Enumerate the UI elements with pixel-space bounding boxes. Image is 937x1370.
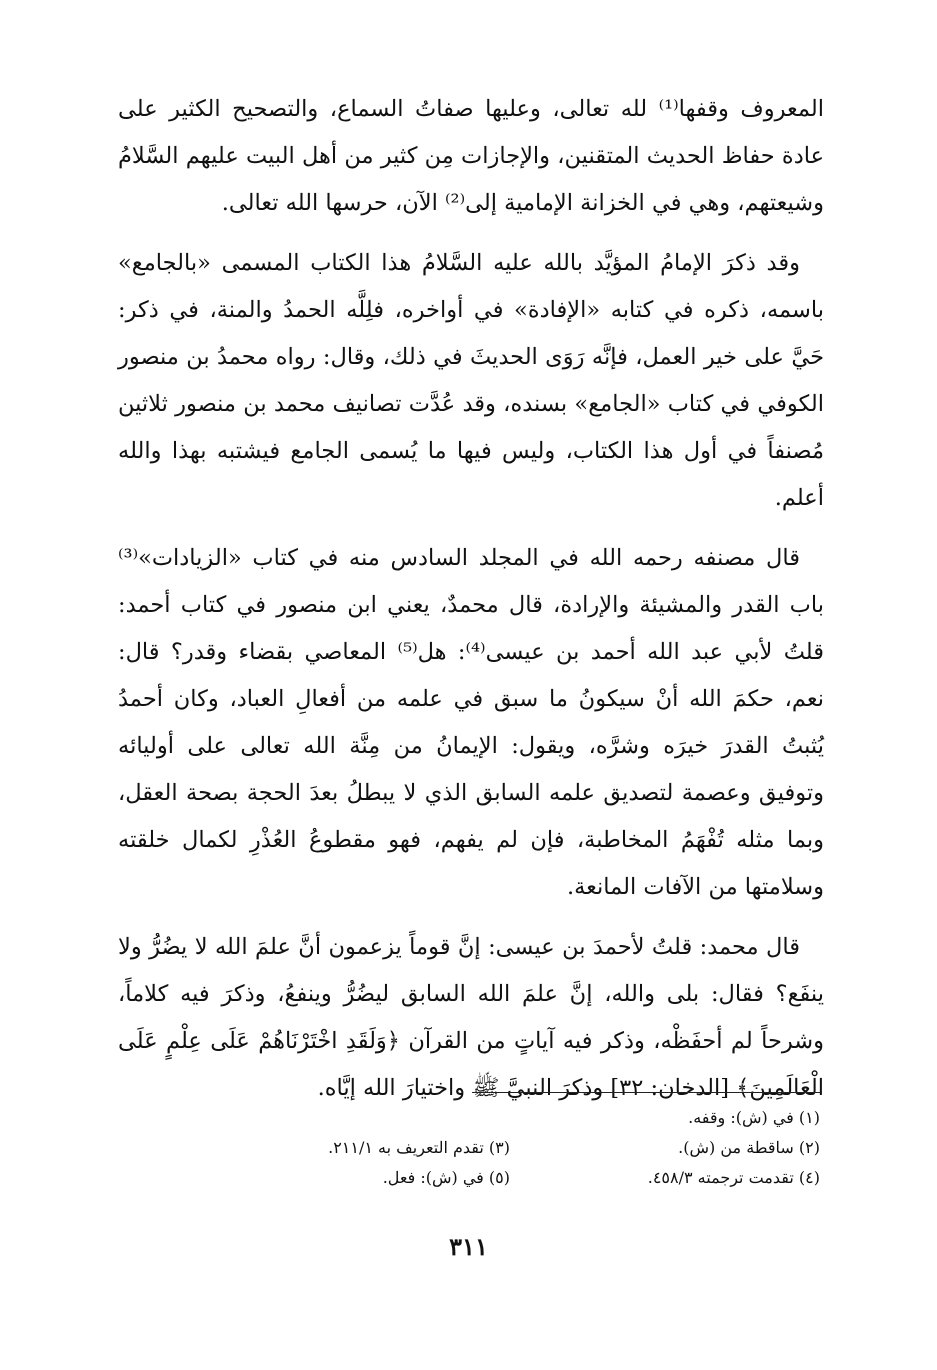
footnote-row-1	[200, 1103, 820, 1133]
footnote-4: (٤) تقدمت ترجمته ٤٥٨/٣.	[647, 1168, 820, 1187]
main-text	[118, 86, 824, 1125]
paragraph-2: وقد ذكرَ الإمامُ المؤيَّد بالله عليه السَّلامُ هذا الكتاب المسمى «بالجامع» باسمه، ذكره في كتابه «الإفادة» في أواخره، فلِلَّه الحمدُ والمنة، في ذكر: حَيَّ على خير العمل، فإنَّه رَوَى الحديثَ في ذلك، وقال: رواه محمدُ بن منصور الكوفي في كتاب «الجامع» بسنده، وقد عُدَّت تصانيف محمد بن منصور ثلاثين مُصنفاً في أول هذا الكتاب، وليس فيها ما يُسمى الجامع فيشتبه بهذا والله أعلم.	[118, 250, 824, 511]
page-number: ٣١١	[449, 1232, 488, 1261]
footnote-1: (١) في (ش): وقفه.	[688, 1108, 820, 1127]
footnote-2: (٢) ساقطة من (ش).	[678, 1138, 820, 1157]
footnote-row-2	[200, 1133, 820, 1163]
paragraph-4: قال محمد: قلتُ لأحمدَ بن عيسى: إنَّ قوماً يزعمون أنَّ علمَ الله لا يضُرُّ ولا ينفَع؟ فقال: بلى والله، إنَّ علمَ الله السابق ليضُرُّ وينفعُ، وذكرَ فيه كلاماً، وشرحاً لم أحفَظْه، وذكر فيه آياتٍ من القرآن ﴿وَلَقَدِ اخْتَرْنَاهُمْ عَلَى عِلْمٍ عَلَى الْعَالَمِينَ﴾ [الدخان: ٣٢] وذكرَ النبيَّ ﷺ واختيارَ الله إيَّاه.	[118, 934, 824, 1101]
paragraph-3: قال مصنفه رحمه الله في المجلد السادس منه في كتاب «الزيادات»⁽³⁾ باب القدر والمشيئة والإرادة، قال محمدٌ، يعني ابن منصور في كتاب أحمد: قلتُ لأبي عبد الله أحمد بن عيسى⁽⁴⁾: هل⁽⁵⁾ المعاصي بقضاء وقدر؟ قال: نعم، حكمَ الله أنْ سيكونُ ما سبق في علمه من أفعالِ العباد، وكان أحمدُ يُثبتُ القدرَ خيرَه وشرَّه، ويقول: الإيمانُ من مِنَّة الله تعالى على أوليائه وتوفيق وعصمة لتصديق علمه السابق الذي لا يبطلُ بعدَ الحجة بصحة العقل، وبما مثله تُفْهَمُ المخاطبة، فإن لم يفهم، فهو مقطوعُ العُذْرِ لكمال خلقته وسلامتها من الآفات المانعة.	[118, 545, 824, 900]
footnote-5: (٥) في (ش): فعل.	[382, 1168, 510, 1187]
footnotes	[200, 1103, 820, 1193]
footnote-separator	[472, 1092, 820, 1093]
paragraph-1: المعروف وقفها⁽¹⁾ لله تعالى، وعليها صفاتُ السماع، والتصحيح الكثير على عادة حفاظ الحديث المتقنين، والإجازات مِن كثير من أهل البيت عليهم السَّلامُ وشيعتهم، وهي في الخزانة الإمامية إلى⁽²⁾ الآن، حرسها الله تعالى.	[118, 96, 824, 216]
footnote-3: (٣) تقدم التعريف به ٢١١/١.	[328, 1138, 510, 1157]
footnote-row-3	[200, 1163, 820, 1193]
